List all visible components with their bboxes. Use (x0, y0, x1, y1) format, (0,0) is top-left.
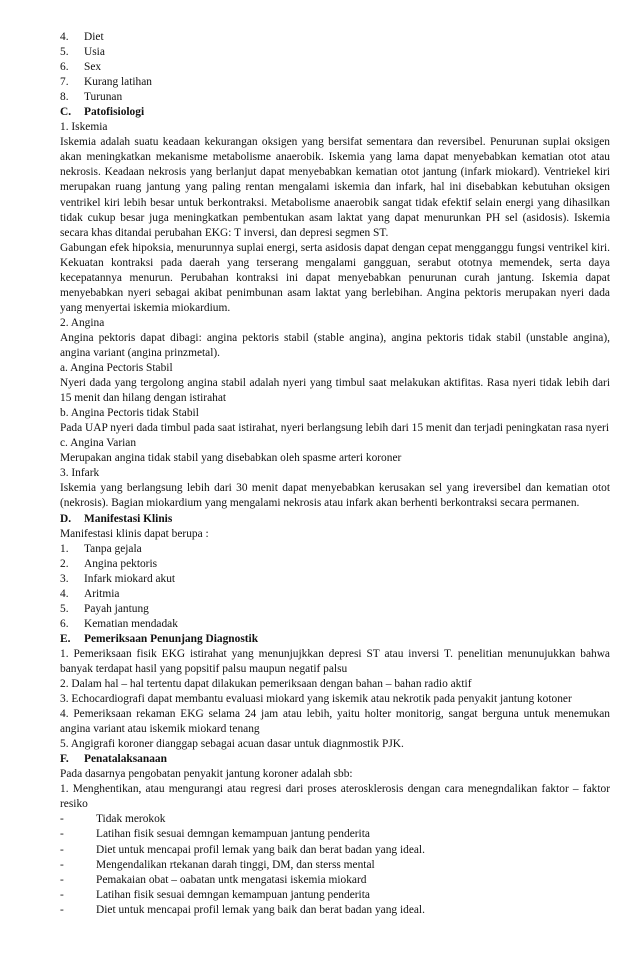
list-item: 1. Pemeriksaan fisik EKG istirahat yang menunjujkkan depresi ST atau inversi T. penelitian menunujukkan bahwa banyak terdapat hasil yang popsitif palsu maupun negatif palsu (60, 647, 610, 675)
list-item: 4. Diet (60, 31, 104, 43)
paragraph: Pada dasarnya pengobatan penyakit jantung koroner adalah sbb: (60, 768, 353, 781)
list-item: 2. Dalam hal – hal tertentu dapat dilakukan pemeriksaan dengan bahan – bahan radio aktif (60, 678, 472, 691)
list-item: 4. Pemeriksaan rekaman EKG selama 24 jam atau lebih, yaitu holter monitorig, sangat berguna untuk menemukan angina variant atau iskemik miokard tenang (60, 708, 610, 736)
bullet-item: - Diet untuk mencapai profil lemak yang baik dan berat badan yang ideal. (60, 843, 425, 856)
list-item: 3. Echocardiografi dapat membantu evaluasi miokard yang iskemik atau nekrotik pada penyakit jantung kotoner (60, 693, 572, 706)
section-heading-pemeriksaan: E. Pemeriksaan Penunjang Diagnostik (60, 632, 259, 645)
paragraph: Iskemia yang berlangsung lebih dari 30 menit dapat menyebabkan kerusakan sel yang ireversibel dan kematian otot (nekrosis). Bagian miokardium yang mengalami nekrosis atau infark akan berhenti berkontraksi secara permanen. (60, 482, 610, 510)
paragraph: Nyeri dada yang tergolong angina stabil adalah nyeri yang timbul saat melakukan aktifitas. Rasa nyeri tidak lebih dari 15 menit dan hilang dengan istirahat (60, 377, 610, 405)
bullet-item: - Latihan fisik sesuai demngan kemampuan jantung penderita (60, 828, 370, 841)
list-item: 5. Angigrafi koroner dianggap sebagai acuan dasar untuk diagnmostik PJK. (60, 738, 404, 751)
paragraph: Gabungan efek hipoksia, menurunnya suplai energi, serta asidosis dapat dengan cepat mengganggu fungsi ventrikel kiri. Kekuatan kontraksi pada daerah yang terserang mengalami gangguan, serabut ototnya memendek, serta daya kecepatannya menurun. Perubahan kontraksi ini dapat menyebabkan penurunan curah jantung. Iskemia dapat menyebabkan nyeri sebagai akibat penimbunan asam laktat yang berlebihan. Angina pektoris merupakan nyeri dada yang menyertai iskemia miokardium. (60, 241, 610, 314)
subheading-iskemia: 1. Iskemia (60, 121, 108, 134)
subheading-angina-tidak-stabil: b. Angina Pectoris tidak Stabil (60, 407, 199, 420)
subheading-angina-stabil: a. Angina Pectoris Stabil (60, 362, 173, 375)
list-item: 3. Infark miokard akut (60, 572, 176, 585)
section-heading-manifestasi: D. Manifestasi Klinis (60, 512, 173, 525)
list-item: 6. Sex (60, 61, 102, 74)
list-item: 7. Kurang latihan (60, 76, 153, 89)
bullet-item: - Tidak merokok (60, 813, 166, 826)
list-item: 5. Usia (60, 46, 105, 59)
list-item: 6. Kematian mendadak (60, 617, 178, 630)
list-item: 1. Tanpa gejala (60, 542, 142, 555)
section-heading-patofisiologi: C. Patofisiologi (60, 106, 145, 119)
list-item: 5. Payah jantung (60, 602, 149, 615)
list-item: 8. Turunan (60, 91, 123, 104)
paragraph: Manifestasi klinis dapat berupa : (60, 527, 209, 540)
bullet-item: - Latihan fisik sesuai demngan kemampuan jantung penderita (60, 888, 370, 901)
paragraph: Angina pektoris dapat dibagi: angina pektoris stabil (stable angina), angina pektoris tidak stabil (unstable angina), angina variant (angina prinzmetal). (60, 331, 610, 359)
paragraph: Iskemia adalah suatu keadaan kekurangan oksigen yang bersifat sementara dan reversibel. Penurunan suplai oksigen akan meningkatkan mekanisme metabolisme anaerobik. Iskemia yang lama dapat menyebabkan kematian otot atau nekrosis. Keadaan nekrosis yang berlanjut dapat menyebabkan kematian otot jantung (infark miokard). Ventriekel kiri merupakan ruang jantung yang paling rentan mengalami iskemia dan infark, hal ini disebabkan kebutuhan oksigen ventrikel kiri lebih besar untuk berkontraksi. Metabolisme anaerobik sangat tidak efektif selain energi yang dihasilkan tidak cukup besar juga meningkatkan pembentukan asam laktat yang dapat menurunkan PH sel (asidosis). Iskemia secara khas ditandai perubahan EKG: T inversi, dan depresi segmen ST. (60, 136, 610, 239)
list-item: 2. Angina pektoris (60, 557, 158, 570)
bullet-item: - Mengendalikan rtekanan darah tinggi, DM, dan sterss mental (60, 858, 375, 871)
list-item: 4. Aritmia (60, 587, 120, 600)
paragraph: Merupakan angina tidak stabil yang disebabkan oleh spasme arteri koroner (60, 452, 402, 465)
bullet-item: - Pemakaian obat – oabatan untk mengatasi iskemia miokard (60, 873, 367, 886)
subheading-infark: 3. Infark (60, 467, 100, 480)
subheading-angina: 2. Angina (60, 316, 105, 329)
section-heading-penatalaksanaan: F. Penatalaksanaan (60, 753, 167, 766)
bullet-item: - Diet untuk mencapai profil lemak yang baik dan berat badan yang ideal. (60, 903, 425, 916)
paragraph: Pada UAP nyeri dada timbul pada saat istirahat, nyeri berlangsung lebih dari 15 menit dan terjadi peningkatan rasa nyeri (60, 422, 610, 435)
list-item: 1. Menghentikan, atau mengurangi atau regresi dari proses aterosklerosis dengan cara menegndalikan faktor – faktor resiko (60, 783, 610, 811)
document-page (60, 30, 610, 918)
subheading-angina-varian: c. Angina Varian (60, 437, 137, 450)
